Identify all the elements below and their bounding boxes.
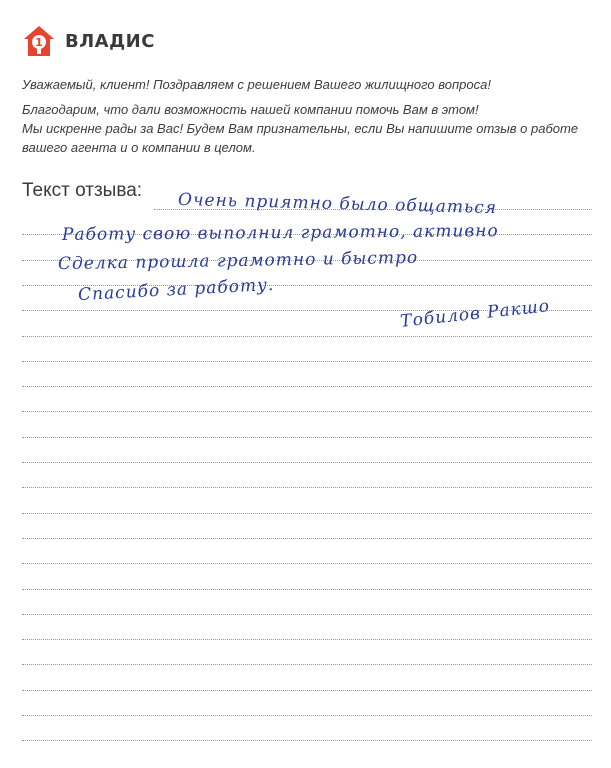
writing-line: [22, 361, 592, 362]
review-title: Текст отзыва:: [22, 180, 143, 201]
writing-line: [22, 487, 592, 488]
intro-line-3: вашего агента и о компании в целом.: [22, 140, 256, 155]
writing-line: [22, 563, 592, 564]
logo-number: 1: [35, 36, 43, 49]
writing-line: [22, 411, 592, 412]
handwritten-line: Работу свою выполнил грамотно, активно: [61, 221, 499, 245]
writing-line: [22, 386, 592, 387]
writing-line: [22, 513, 592, 514]
writing-line: [22, 614, 592, 615]
writing-line: [22, 538, 592, 539]
writing-line: [22, 690, 592, 691]
intro-line-1: Благодарим, что дали возможность нашей компании помочь Вам в этом!: [22, 102, 479, 117]
writing-line: [22, 462, 592, 463]
greeting-text: Уважаемый, клиент! Поздравляем с решением Вашего жилищного вопроса!: [22, 77, 491, 92]
review-lines: [22, 0, 592, 768]
writing-line: [22, 664, 592, 665]
writing-line: [22, 437, 592, 438]
writing-line: [22, 715, 592, 716]
handwritten-line: Очень приятно было общаться: [177, 189, 498, 219]
intro-line-2: Мы искренне рады за Вас! Будем Вам признательны, если Вы напишите отзыв о работе: [22, 121, 579, 136]
writing-line: [22, 639, 592, 640]
writing-line: [22, 336, 592, 337]
handwritten-line: Сделка прошла грамотно и быстро: [57, 247, 419, 275]
writing-line: [22, 740, 592, 741]
writing-line: [22, 589, 592, 590]
handwritten-line: Спасибо за работу.: [77, 274, 275, 306]
brand-name: ВЛАДИС: [65, 30, 155, 52]
signature: Тобилов Ракшо: [399, 296, 551, 332]
